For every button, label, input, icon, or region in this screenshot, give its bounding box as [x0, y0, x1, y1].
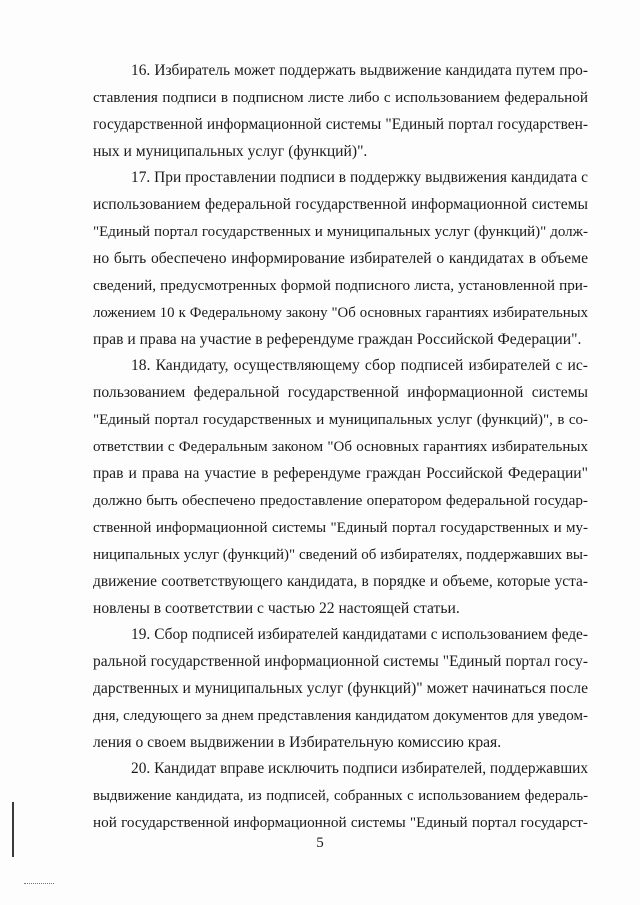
paragraph-line: ложением 10 к Федеральному закону "Об основных гарантиях избирательных — [93, 305, 588, 321]
paragraph-line: ставления подписи в подписном листе либо с использованием федеральной — [93, 89, 588, 106]
paragraph-line: 19. Сбор подписей избирателей кандидатами с использованием феде- — [131, 626, 588, 643]
scan-edge-dash — [24, 883, 54, 885]
paragraph-line: прав и права на участие в референдуме граждан Российской Федерации". — [93, 331, 582, 348]
paragraph-line: но быть обеспечено информирование избирателей о кандидатах в объеме — [93, 250, 588, 267]
paragraph-line: использованием федеральной государственной информационной системы — [93, 196, 588, 213]
paragraph-line: 16. Избиратель может поддержать выдвижение кандидата путем про- — [131, 62, 588, 79]
paragraph-line: дня, следующего за днем представления кандидатом документов для уведом- — [93, 708, 588, 724]
paragraph-line: ной государственной информационной системы "Единый портал государст- — [93, 814, 588, 831]
paragraph-line: выдвижение кандидата, из подписей, собранных с использованием федераль- — [93, 788, 588, 804]
paragraph-line: ления о своем выдвижении в Избирательную комиссию края. — [93, 734, 502, 751]
paragraph-line: "Единый портал государственных и муниципальных услуг (функций)" долж- — [93, 224, 588, 240]
paragraph-line: "Единый портал государственных и муниципальных услуг (функций)", в со- — [93, 412, 588, 428]
scan-edge-mark — [12, 802, 14, 857]
paragraph-line: движение соответствующего кандидата, в порядке и объеме, которые уста- — [93, 573, 588, 590]
paragraph-line: государственной информационной системы "Единый портал государствен- — [93, 116, 588, 133]
paragraph-line: новлены в соответствии с частью 22 настоящей статьи. — [93, 600, 460, 617]
paragraph-line: ральной государственной информационной системы "Единый портал госу- — [93, 653, 588, 670]
paragraph-line: ственной информационной системы "Единый портал государственных и му- — [93, 520, 588, 536]
paragraph-line: 17. При проставлении подписи в поддержку выдвижения кандидата с — [131, 169, 588, 186]
paragraph-line: ниципальных услуг (функций)" сведений об избирателях, поддержавших вы- — [93, 547, 588, 563]
paragraph-line: сведений, предусмотренных формой подписного листа, установленной при- — [93, 277, 588, 294]
paragraph-line: 20. Кандидат вправе исключить подписи избирателей, поддержавших — [131, 760, 589, 777]
paragraph-line: ных и муниципальных услуг (функций)". — [93, 143, 368, 160]
paragraph-line: должно быть обеспечено предоставление оператором федеральной государ- — [93, 492, 588, 509]
paragraph-line: дарственных и муниципальных услуг (функций)" может начинаться после — [93, 680, 588, 697]
paragraph-line: пользованием федеральной государственной информационной системы — [93, 384, 588, 401]
page-number: 5 — [316, 835, 324, 851]
paragraph-line: ответствии с Федеральным законом "Об основных гарантиях избирательных — [93, 439, 588, 455]
paragraph-line: 18. Кандидату, осуществляющему сбор подписей избирателей с ис- — [131, 357, 588, 374]
paragraph-line: прав и права на участие в референдуме граждан Российской Федерации" — [93, 465, 588, 482]
